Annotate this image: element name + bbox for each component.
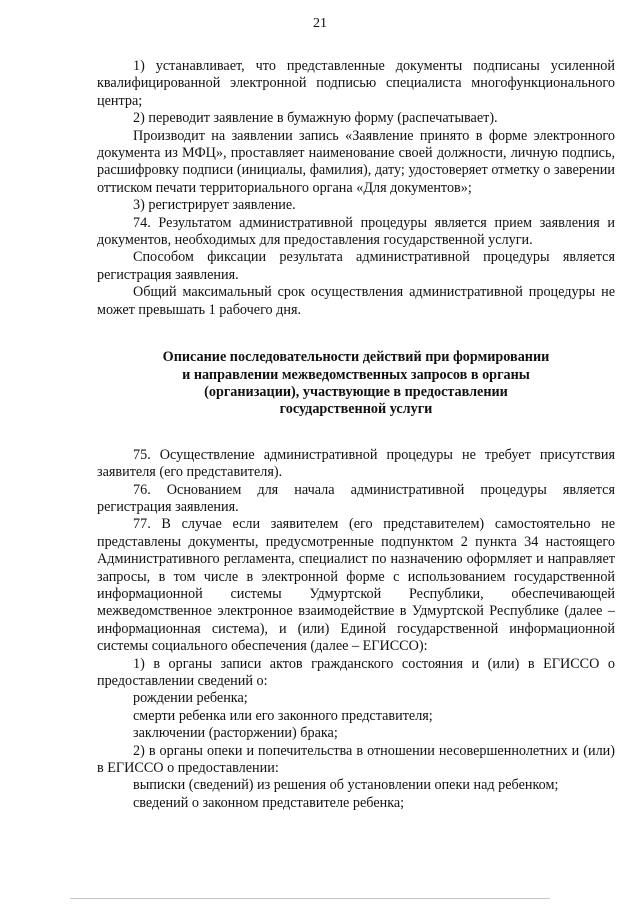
scan-artifact-line — [70, 898, 550, 899]
paragraph: 75. Осуществление административной процедуры не требует присутствия заявителя (его представителя). — [97, 446, 615, 481]
section-heading — [97, 349, 615, 419]
section-heading-line: (организации), участвующие в предоставлении — [204, 383, 508, 400]
paragraph: рождении ребенка; — [133, 690, 248, 707]
paragraph: 74. Результатом административной процедуры является прием заявления и документов, необходимых для предоставления государственной услуги. — [97, 214, 615, 249]
paragraph: 1) устанавливает, что представленные документы подписаны усиленной квалифицированной электронной подписью специалиста многофункционального центра; — [97, 58, 615, 109]
section-heading-line: государственной услуги — [279, 401, 433, 418]
section-heading-line: Описание последовательности действий при формировании — [162, 349, 550, 366]
paragraph: Общий максимальный срок осуществления административной процедуры не может превышать 1 рабочего дня. — [97, 284, 615, 318]
paragraph: 1) в органы записи актов гражданского состояния и (или) в ЕГИССО о предоставлении сведений о: — [97, 655, 615, 689]
paragraph: смерти ребенка или его законного представителя; — [133, 707, 433, 724]
page-number: 21 — [313, 16, 327, 31]
paragraph: 76. Основанием для начала административной процедуры является регистрация заявления. — [97, 481, 615, 515]
paragraph: 2) в органы опеки и попечительства в отношении несовершеннолетних и (или) в ЕГИССО о предоставлении: — [97, 742, 615, 777]
paragraph: 77. В случае если заявителем (его представителем) самостоятельно не представлены документы, предусмотренные подпунктом 2 пункта 34 настоящего Административного регламента, специалист по назначению оформляет и направляет запросы, в том числе в электронной форме с использованием государственной информационной системы Удмуртской Республики, обеспечивающей межведомственное электронное взаимодействие в Удмуртской Республике (далее – информационная система), и (или) Единой государственной информационной системы социального обеспечения (далее – ЕГИССО): — [97, 516, 615, 655]
paragraph: 2) переводит заявление в бумажную форму (распечатывает). — [133, 110, 498, 127]
paragraphs-before-heading — [97, 58, 615, 319]
paragraph: Способом фиксации результата административной процедуры является регистрация заявления. — [97, 249, 615, 283]
paragraph: выписки (сведений) из решения об установлении опеки над ребенком; — [133, 777, 559, 794]
paragraphs-after-heading — [97, 447, 615, 813]
paragraph: Производит на заявлении запись «Заявление принято в форме электронного документа из МФЦ», проставляет наименование своей должности, личную подпись, расшифровку подписи (инициалы, фамилия), дату; удостоверяет отметку о заверении оттиском печати территориального органа «Для документов»; — [97, 127, 615, 196]
paragraph: заключении (расторжении) брака; — [133, 725, 338, 742]
page-content — [97, 58, 615, 812]
section-heading-line: и направлении межведомственных запросов в органы — [182, 366, 530, 383]
paragraph: 3) регистрирует заявление. — [133, 197, 296, 214]
paragraph: сведений о законном представителе ребенка; — [133, 794, 405, 811]
